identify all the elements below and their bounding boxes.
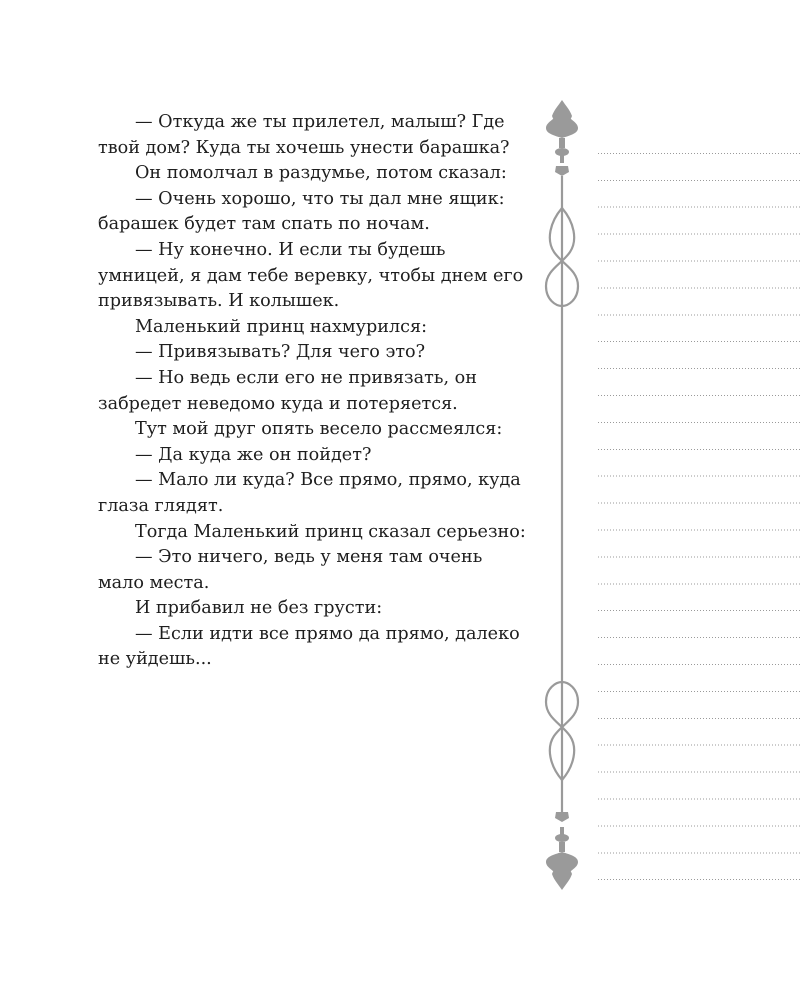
dialogue-paragraph-3: — Очень хорошо, что ты дал мне ящик: барашек будет там спать по ночам. bbox=[98, 188, 505, 235]
decorative-vertical-divider bbox=[534, 100, 590, 890]
dialogue-paragraph-7: — Но ведь если его не привязать, он забредет неведомо куда и потеряется. bbox=[98, 367, 477, 414]
notes-ruled-lines bbox=[598, 127, 800, 887]
narration-paragraph-8: Тут мой друг опять весело рассмеялся: bbox=[135, 419, 503, 440]
dialogue-paragraph-10: — Мало ли куда? Все прямо, прямо, куда глаза глядят. bbox=[98, 470, 521, 516]
narration-paragraph-13: И прибавил не без грусти: bbox=[135, 598, 383, 619]
dialogue-paragraph-9: — Да куда же он пойдет? bbox=[135, 444, 372, 465]
narration-paragraph-2: Он помолчал в раздумье, потом сказал: bbox=[135, 163, 507, 184]
narration-paragraph-5: Маленький принц нахмурился: bbox=[135, 316, 428, 337]
book-text-column bbox=[98, 110, 530, 673]
narration-paragraph-11: Тогда Маленький принц сказал серьезно: bbox=[135, 521, 526, 542]
dialogue-paragraph-12: — Это ничего, ведь у меня там очень мало места. bbox=[98, 547, 483, 593]
dialogue-paragraph-1: — Откуда же ты прилетел, малыш? Где твой дом? Куда ты хочешь унести барашка? bbox=[98, 112, 510, 158]
dialogue-paragraph-14: — Если идти все прямо да прямо, далеко не уйдешь... bbox=[98, 623, 520, 670]
dialogue-paragraph-4: — Ну конечно. И если ты будешь умницей, я дам тебе веревку, чтобы днем его привязывать. И колышек. bbox=[98, 239, 524, 312]
dialogue-paragraph-6: — Привязывать? Для чего это? bbox=[135, 342, 426, 363]
